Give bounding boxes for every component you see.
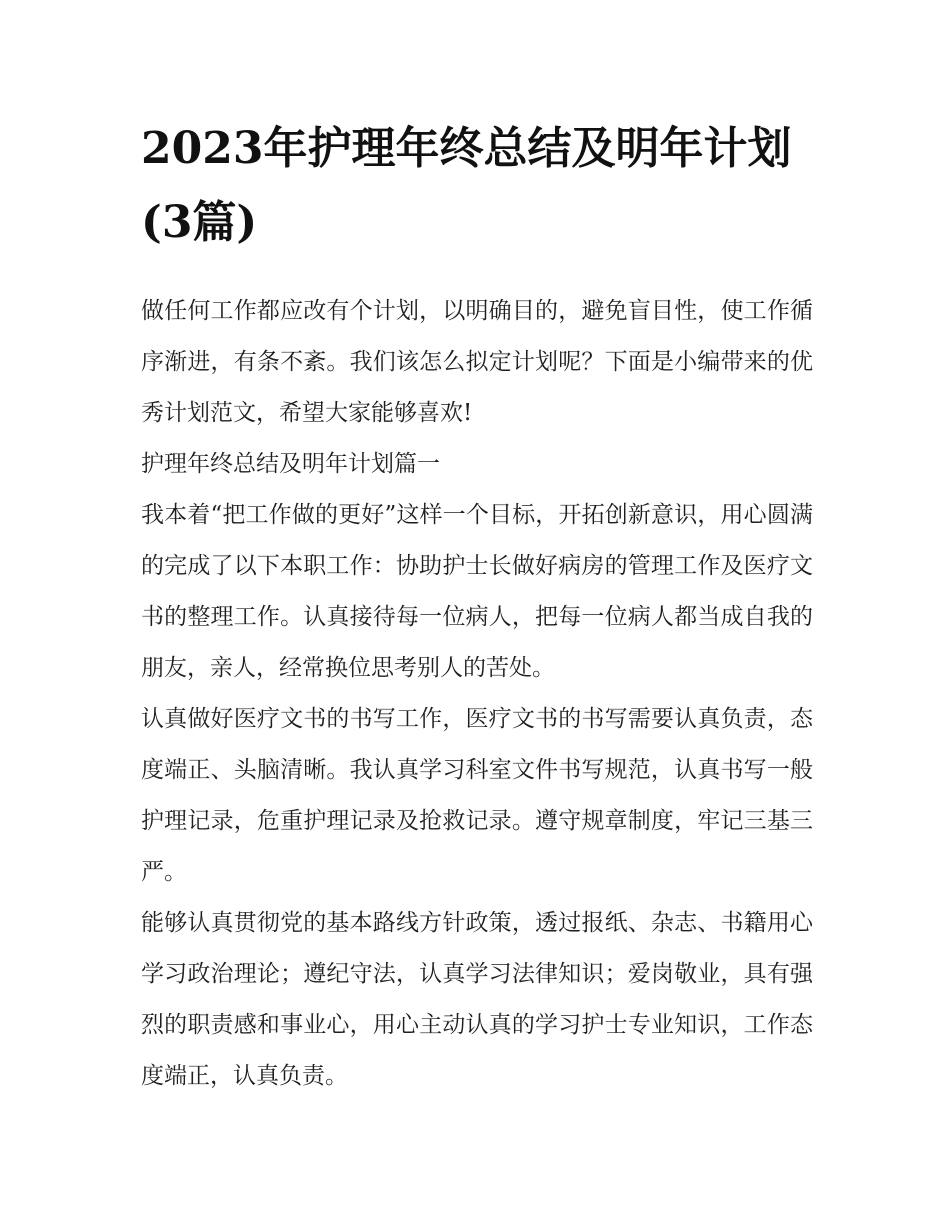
body-paragraph: 认真做好医疗文书的书写工作，医疗文书的书写需要认真负责，态度端正、头脑清晰。我认真学习科室文件书写规范，认真书写一般护理记录，危重护理记录及抢救记录。遵守规章制度，牢记三基三严。 bbox=[141, 706, 813, 885]
body-paragraph: 能够认真贯彻党的基本路线方针政策，透过报纸、杂志、书籍用心学习政治理论；遵纪守法，认真学习法律知识；爱岗敬业，具有强烈的职责感和事业心，用心主动认真的学习护士专业知识，工作态度端正，认真负责。 bbox=[141, 910, 813, 1089]
document-body bbox=[141, 286, 813, 1102]
section-heading: 护理年终总结及明年计划篇一 bbox=[141, 451, 440, 477]
intro-paragraph: 做任何工作都应改有个计划，以明确目的，避免盲目性，使工作循序渐进，有条不紊。我们该怎么拟定计划呢？下面是小编带来的优秀计划范文，希望大家能够喜欢! bbox=[141, 298, 813, 426]
document-title: 2023年护理年终总结及明年计划(3篇) bbox=[141, 123, 792, 248]
body-paragraph: 我本着“把工作做的更好”这样一个目标，开拓创新意识，用心圆满的完成了以下本职工作：协助护士长做好病房的管理工作及医疗文书的整理工作。认真接待每一位病人，把每一位病人都当成自我的朋友，亲人，经常换位思考别人的苦处。 bbox=[141, 502, 813, 681]
document-content bbox=[141, 112, 813, 1102]
